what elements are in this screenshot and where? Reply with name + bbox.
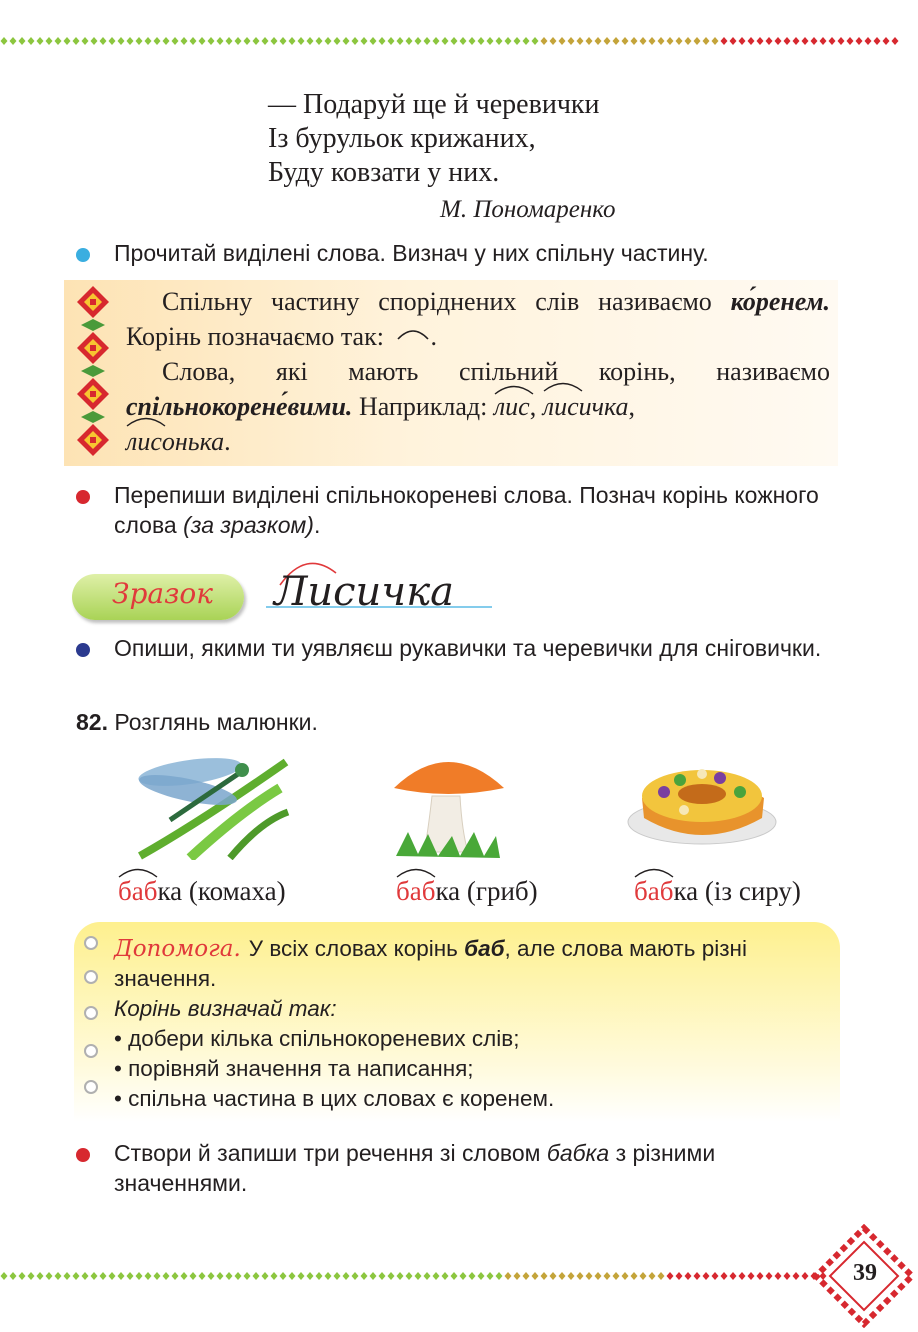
binder-ring-icon bbox=[84, 1044, 98, 1058]
blue-bullet-icon bbox=[76, 248, 90, 262]
page-number: 39 bbox=[853, 1260, 877, 1286]
caption-mushroom: бабка (гриб) bbox=[396, 876, 538, 907]
task-read-words: Прочитай виділені слова. Визнач у них спільну частину. bbox=[114, 240, 709, 266]
help-subtitle: Корінь визначай так: bbox=[114, 996, 337, 1021]
binder-ring-icon bbox=[84, 970, 98, 984]
example-word: лис bbox=[126, 424, 162, 459]
rule-text: Спільну частину споріднених слів називаємо ко́ренем. Корінь позначаємо так: . Слова, які мають спільний корінь, називаємо спільнокорене́вими. Наприклад: лис, лисичка, лисонька. bbox=[126, 284, 830, 459]
exercise-number: 82. bbox=[76, 709, 108, 735]
root-mark-icon bbox=[396, 325, 430, 341]
example-word-suffix: ичка bbox=[578, 392, 629, 421]
rule-sentence: Слова, які мають спільний корінь, називаємо bbox=[162, 357, 830, 386]
embroidery-ornament-icon bbox=[72, 282, 114, 466]
sample-word: Лисичка bbox=[274, 569, 454, 615]
help-item: • порівняй значення та написання; bbox=[114, 1056, 474, 1081]
help-title: Допомога. bbox=[114, 936, 241, 962]
caption-dragonfly: бабка (комаха) bbox=[118, 876, 286, 907]
example-word-suffix: онька bbox=[161, 427, 225, 456]
help-text: Допомога. У всіх словах корінь баб, але слова мають різні значення. Корінь визначай так: • добери кілька спільнокореневих слів; • порівняй значення та написання; • спільна частина в цих словах є коренем. bbox=[114, 934, 834, 1114]
binder-ring-icon bbox=[84, 936, 98, 950]
example-word: лис bbox=[494, 392, 530, 421]
poem-line: Буду ковзати у них. bbox=[268, 157, 500, 188]
top-ornament-border bbox=[0, 35, 900, 47]
rule-term-root: ко́ренем. bbox=[730, 287, 831, 316]
bottom-ornament-border bbox=[0, 1270, 830, 1282]
help-item: • спільна частина в цих словах є коренем. bbox=[114, 1086, 555, 1111]
red-bullet-icon bbox=[76, 490, 90, 504]
caption-cheesecake: бабка (із сиру) bbox=[634, 876, 801, 907]
rule-term-cognate: спільнокорене́вими. bbox=[126, 392, 353, 421]
exercise-text: Розглянь малюнки. bbox=[114, 709, 318, 735]
poem-author: М. Пономаренко bbox=[440, 196, 616, 223]
poem-line: Із бурульок крижаних, bbox=[268, 123, 536, 154]
rule-sentence: Спільну частину споріднених слів називаємо bbox=[162, 287, 712, 316]
sample-label: Зразок bbox=[112, 577, 213, 610]
handwritten-sample-word bbox=[266, 555, 494, 615]
binder-ring-icon bbox=[84, 1080, 98, 1094]
exercise-heading bbox=[76, 709, 318, 736]
example-label: Наприклад: bbox=[358, 392, 488, 421]
navy-bullet-icon bbox=[76, 643, 90, 657]
rule-sentence: Корінь позначаємо так: bbox=[126, 322, 384, 351]
binder-ring-icon bbox=[84, 1006, 98, 1020]
dragonfly-icon bbox=[130, 752, 290, 860]
task-describe: Опиши, якими ти уявляєш рукавички та черевички для сніговички. bbox=[114, 635, 822, 661]
help-item: • добери кілька спільнокореневих слів; bbox=[114, 1026, 520, 1051]
red-bullet-icon bbox=[76, 1148, 90, 1162]
task-copy-words: Перепиши виділені спільнокореневі слова. Познач корінь кожного слова (за зразком). bbox=[114, 482, 819, 538]
mushroom-icon bbox=[388, 752, 508, 860]
example-word: лис bbox=[543, 392, 579, 421]
poem bbox=[268, 88, 600, 190]
task-write-sentences: Створи й запиши три речення зі словом бабка з різними значеннями. bbox=[114, 1140, 716, 1196]
cheesecake-icon bbox=[624, 752, 780, 848]
poem-line: — Подаруй ще й черевички bbox=[268, 89, 600, 120]
